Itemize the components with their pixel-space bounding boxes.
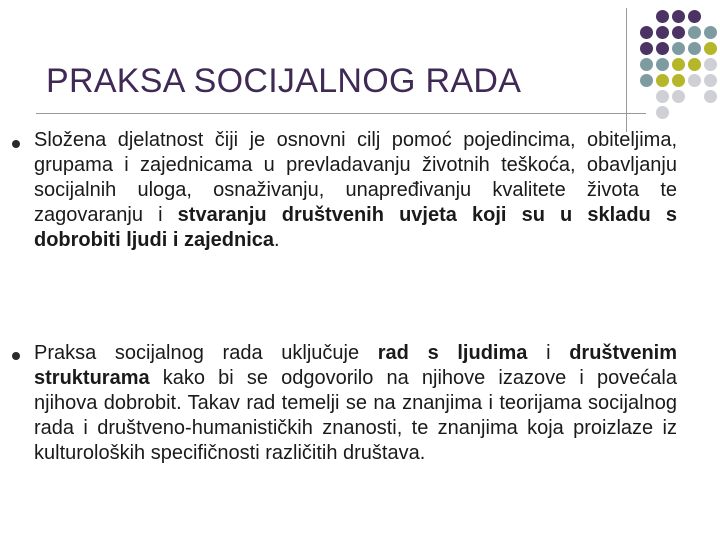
- bold-text: rad s ljudima: [377, 342, 528, 364]
- decorative-dot: [672, 26, 685, 39]
- decorative-dot: [656, 26, 669, 39]
- decorative-dot: [640, 58, 653, 71]
- bullet-marker: [12, 352, 20, 360]
- decorative-dot: [640, 26, 653, 39]
- decorative-dot: [672, 10, 685, 23]
- dot-spacer: [640, 10, 653, 23]
- decorative-dot: [672, 58, 685, 71]
- dot-spacer: [640, 90, 653, 103]
- text-run: i: [527, 342, 570, 364]
- bold-text: stvaranju društvenih uvjeta koji su u skladu s dobrobiti ljudi i zajednica: [34, 204, 677, 251]
- decorative-dot: [704, 90, 717, 103]
- decorative-dot: [656, 42, 669, 55]
- decorative-dot: [672, 74, 685, 87]
- bullet-marker: [12, 140, 20, 148]
- decorative-dot: [704, 26, 717, 39]
- decorative-dot: [672, 42, 685, 55]
- dot-spacer: [640, 106, 653, 119]
- decorative-dot: [688, 10, 701, 23]
- decorative-dot: [640, 74, 653, 87]
- decorative-dot: [656, 74, 669, 87]
- dot-spacer: [688, 106, 701, 119]
- dot-spacer: [688, 90, 701, 103]
- text-run: Složena djelatnost čiji je osnovni cilj pomoć pojedincima, obiteljima, grupama i zajednicama u prevladavanju životnih teškoća, obavljanju socijalnih uloga, osnaživanju, unapređivanju kvalitete života te zagovaranju i: [34, 129, 677, 226]
- bullet-paragraph-2: [34, 341, 677, 466]
- decorative-dot: [704, 74, 717, 87]
- decorative-dot: [688, 74, 701, 87]
- decorative-dot: [704, 58, 717, 71]
- bullet-paragraph-1: [34, 128, 677, 253]
- text-run: kako bi se odgovorilo na njihove izazove i povećala njihova dobrobit. Takav rad temelji se na znanjima i teorijama socijalnog rada i društveno-humanističkih znanosti, te znanjima koja proizlaze iz kulturoloških specifičnosti različitih društava.: [34, 367, 677, 464]
- text-run: .: [274, 229, 280, 251]
- text-run: Praksa socijalnog rada uključuje: [34, 342, 378, 364]
- decorative-dot: [656, 58, 669, 71]
- decorative-dot: [656, 106, 669, 119]
- decorative-dot: [640, 42, 653, 55]
- horizontal-divider: [36, 113, 646, 114]
- dot-spacer: [704, 106, 717, 119]
- decorative-dot: [688, 58, 701, 71]
- decorative-dot: [688, 42, 701, 55]
- decorative-dot: [656, 10, 669, 23]
- dot-spacer: [704, 10, 717, 23]
- decorative-dot: [656, 90, 669, 103]
- dot-spacer: [672, 106, 685, 119]
- slide-title: PRAKSA SOCIJALNOG RADA: [46, 62, 522, 100]
- decorative-dot-grid: [640, 10, 717, 119]
- decorative-dot: [704, 42, 717, 55]
- decorative-dot: [672, 90, 685, 103]
- bold-text: društvenim strukturama: [34, 342, 678, 389]
- decorative-dot: [688, 26, 701, 39]
